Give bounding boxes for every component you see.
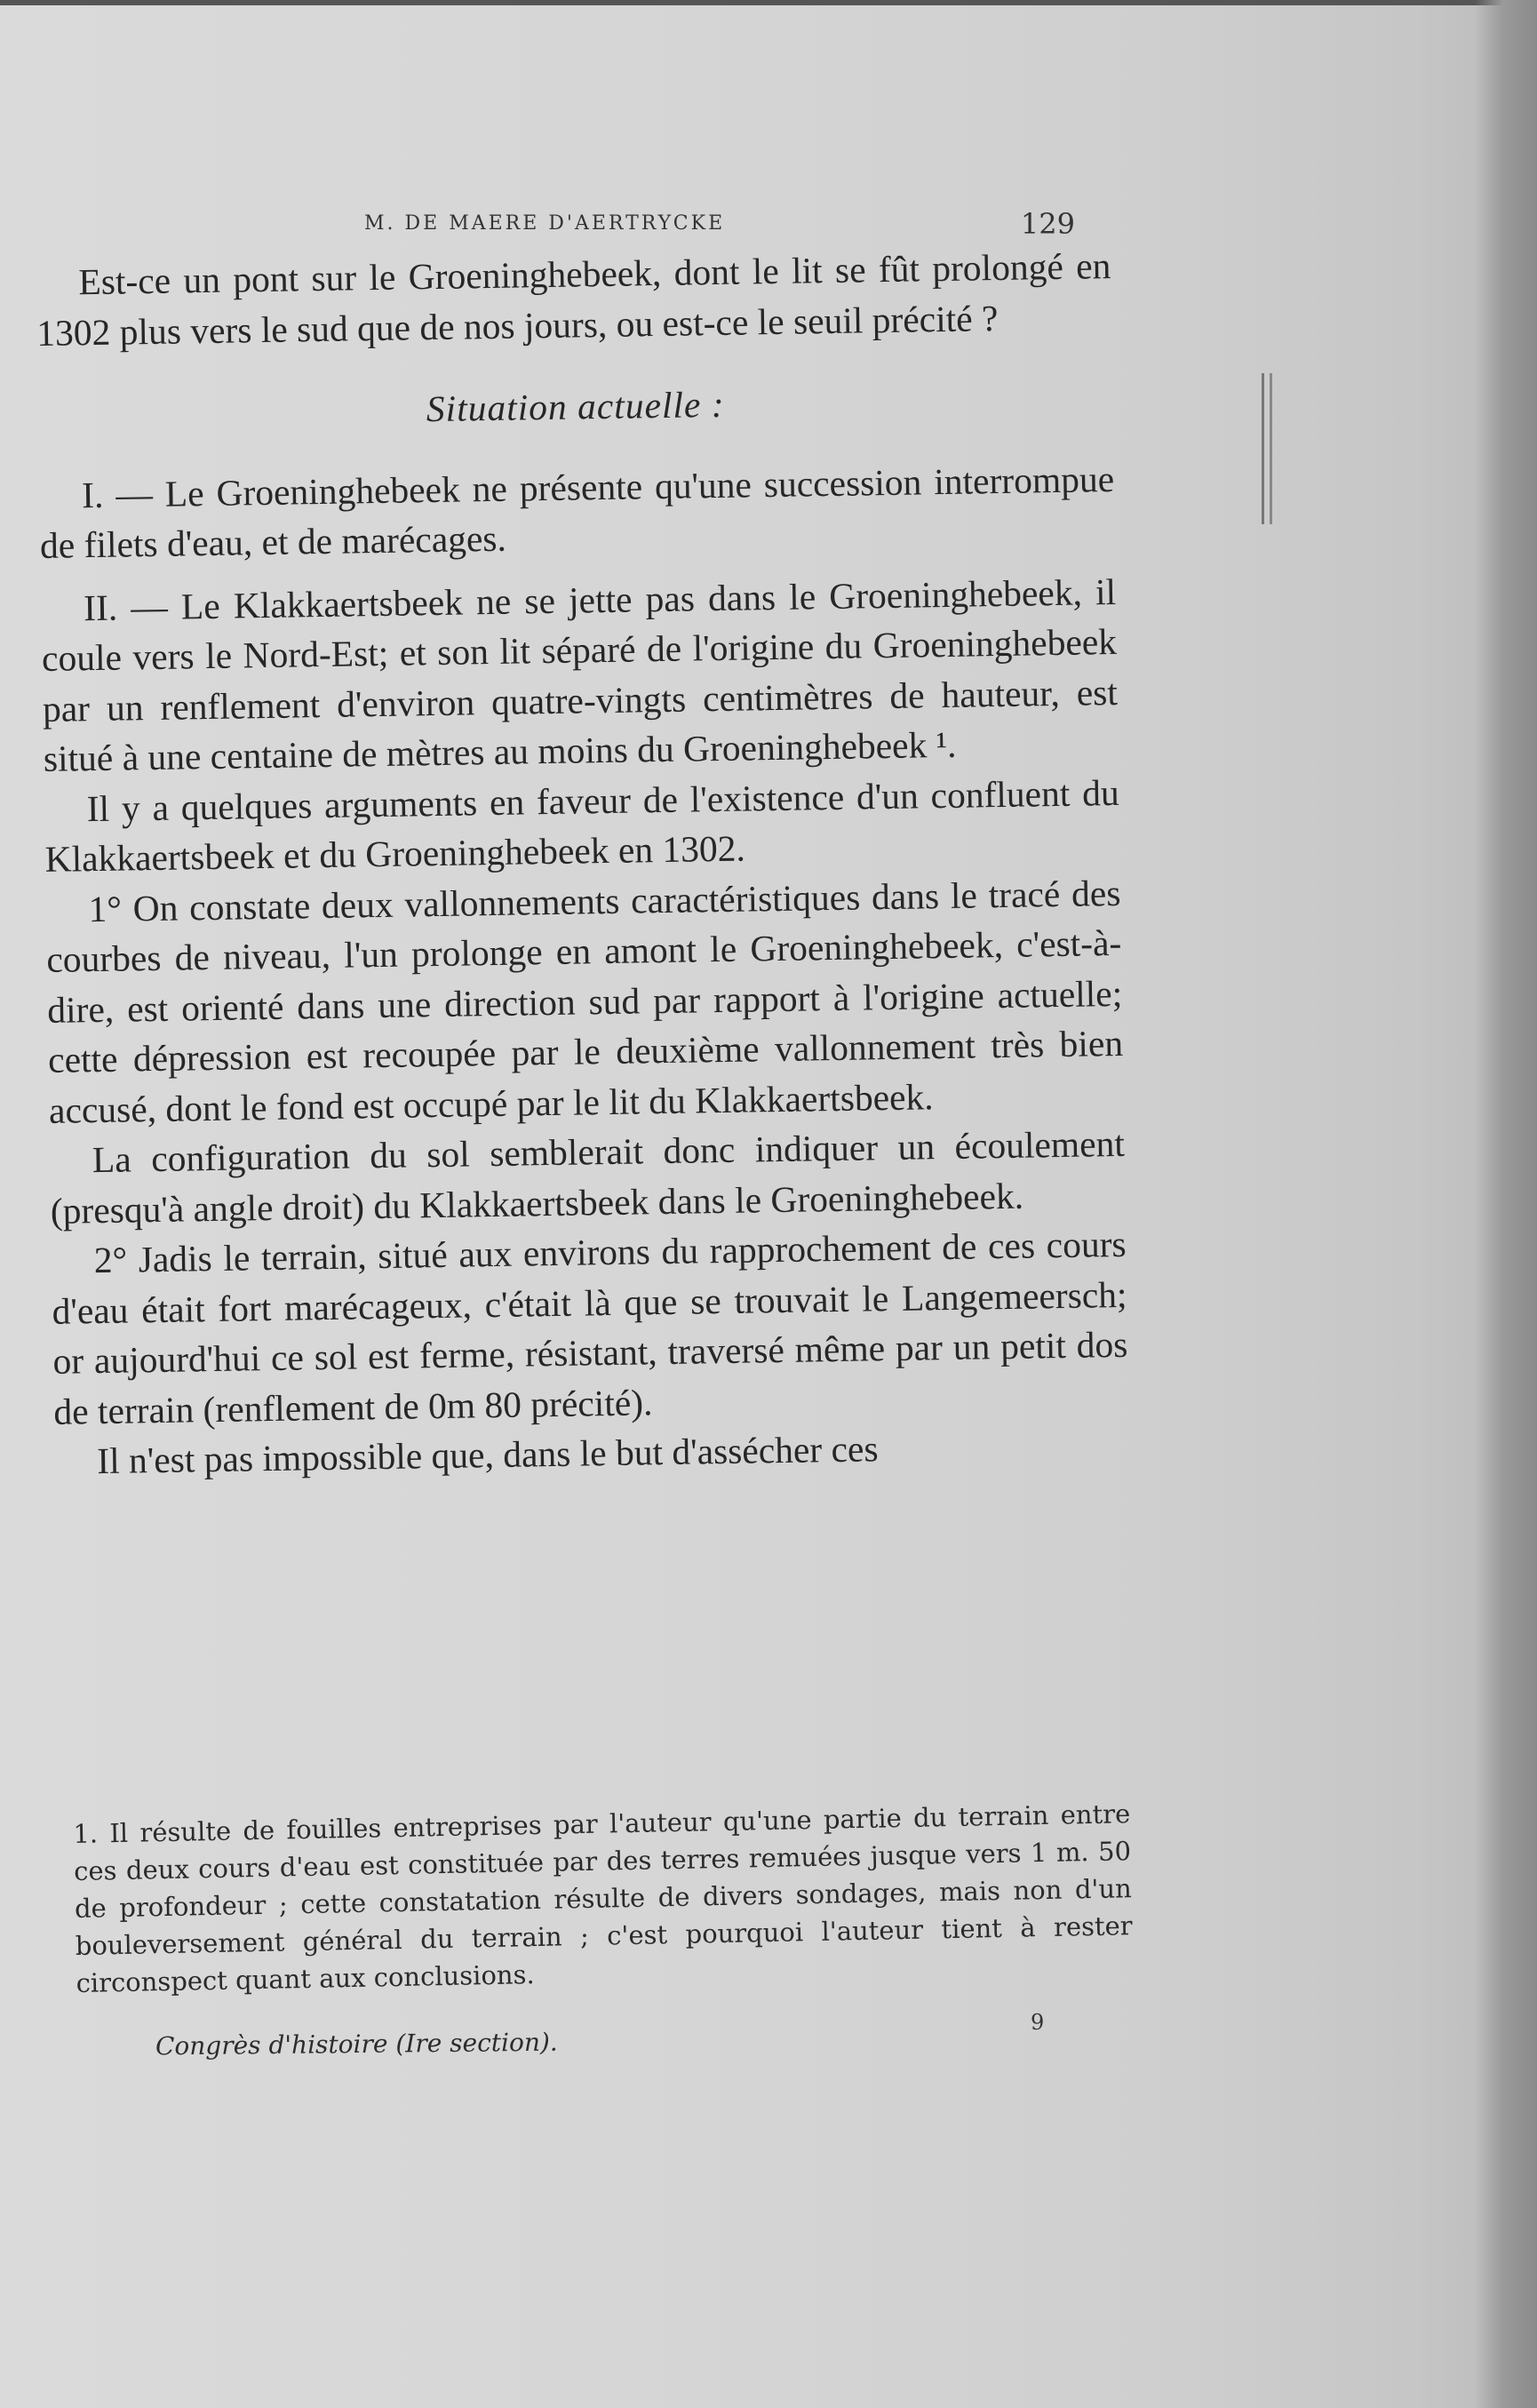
paragraph: Il n'est pas impossible que, dans le but d'assécher ces [96,1428,879,1482]
page-header [36,207,1075,243]
body-text [36,241,1130,1487]
paragraph: Il y a quelques arguments en faveur de l'existence d'un confluent du Klakkaertsbeek et du Groeninghebeek en 1302. [44,771,1119,880]
footnote [73,1795,1134,2002]
binding-mark [1262,373,1272,524]
paragraph: La configuration du sol semblerait donc indiquer un écoulement (presqu'à angle droit) du Klakkaertsbeek dans le Groeninghebeek. [50,1122,1126,1232]
page-number: 129 [1020,207,1075,241]
running-head: M. DE MAERE D'AERTRYCKE [364,212,726,235]
paragraph: 2° Jadis le terrain, situé aux environs du rapprochement de ces cours d'eau était fort marécageux, c'était là que se trouvait le Langemeersch; or aujourd'hui ce sol est ferme, résistant, traversé même par un petit dos de terrain (renflement de 0m 80 précité). [52,1223,1128,1432]
section-heading: Situation actuelle : [426,383,725,430]
paragraph: Est-ce un pont sur le Groeninghebeek, dont le lit se fût prolongé en 1302 plus vers le sud que de nos jours, ou est-ce le seuil précité ? [36,244,1111,354]
scan-top-border [0,0,1537,5]
footnote-text: 1. Il résulte de fouilles entreprises par l'auteur qu'une partie du terrain entre ces deux cours d'eau est constituée par des terres remuées jusque vers 1 m. 50 de profondeur ; cette constatation résulte de divers sondages, mais non d'un bouleversement général du terrain ; c'est pourquoi l'auteur tient à rester circonspect quant aux conclusions. [73,1798,1133,1998]
paragraph: I. — Le Groeninghebeek ne présente qu'une succession interrompue de filets d'eau, et de marécages. [39,458,1115,566]
page-footer: Congrès d'histoire (Ire section). [155,2027,558,2061]
signature-mark: 9 [1031,2010,1045,2035]
paragraph: II. — Le Klakkaertsbeek ne se jette pas dans le Groeninghebeek, il coule vers le Nord-Est; et son lit séparé de l'origine du Groeninghebeek par un renflement d'environ quatre-vingts centimètres de hauteur, est situé à une centaine de mètres au moins du Groeninghebeek ¹. [41,570,1119,779]
paragraph: 1° On constate deux vallonnements caractéristiques dans le tracé des courbes de niveau, l'un prolonge en amont le Groeninghebeek, c'est-à-dire, est orienté dans une direction sud par rapport à l'origine actuelle; cette dépression est recoupée par le deuxième vallonnement très bien accusé, dont le fond est occupé par le lit du Klakkaertsbeek. [46,872,1124,1131]
page-edge-shadow [1475,0,1537,2408]
